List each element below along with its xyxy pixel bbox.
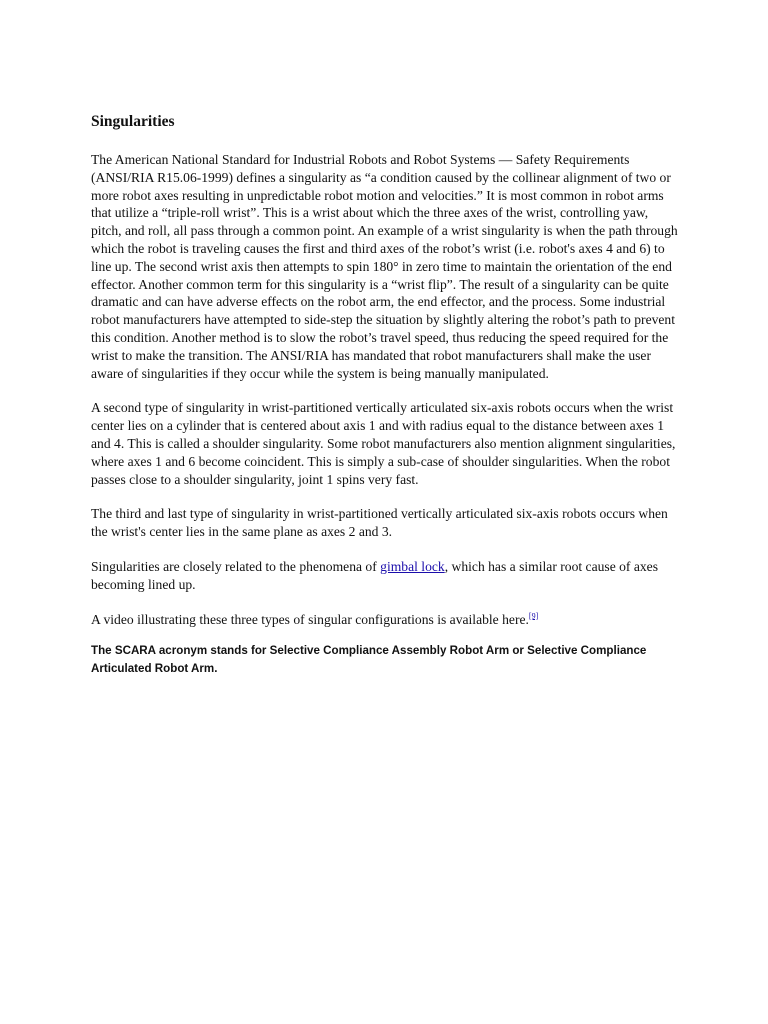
section-heading: Singularities <box>91 113 175 130</box>
gimbal-lock-text-before: Singularities are closely related to the phenomena of <box>91 558 381 574</box>
reference-link[interactable]: [9] <box>528 611 539 620</box>
paragraph-elbow-singularity: The third and last type of singularity in wrist-partitioned vertically articulated six-axis robots occurs when the wrist's center lies in the same plane as axes 2 and 3. <box>91 506 668 540</box>
paragraph-definition: The American National Standard for Industrial Robots and Robot Systems — Safety Requirements (ANSI/RIA R15.06-1999) defines a singularity as “a condition caused by the collinear alignment of two or more robot axes resulting in unpredictable robot motion and velocities.” It is most common in robot arms that utilize a “triple-roll wrist”. This is a wrist about which the three axes of the wrist, controlling yaw, pitch, and roll, all pass through a common point. An example of a wrist singularity is when the path through which the robot is traveling causes the first and third axes of the robot’s wrist (i.e. robot's axes 4 and 6) to line up. The second wrist axis then attempts to spin 180° in zero time to maintain the orientation of the end effector. Another common term for this singularity is a “wrist flip”. The result of a singularity can be quite dramatic and can have adverse effects on the robot arm, the end effector, and the process. Some industrial robot manufacturers have attempted to side-step the situation by slightly altering the robot’s path to prevent this condition. Another method is to slow the robot’s travel speed, thus reducing the speed required for the wrist to make the transition. The ANSI/RIA has mandated that robot manufacturers shall make the user aware of singularities if they occur while the system is being manually manipulated. <box>91 152 678 381</box>
scara-note: The SCARA acronym stands for Selective Compliance Assembly Robot Arm or Selective Compliance Articulated Robot Arm. <box>91 644 647 675</box>
document-body <box>91 112 681 677</box>
paragraph-shoulder-singularity: A second type of singularity in wrist-partitioned vertically articulated six-axis robots occurs when the wrist center lies on a cylinder that is centered about axis 1 and with radius equal to the distance between axes 1 and 4. This is called a shoulder singularity. Some robot manufacturers also mention alignment singularities, where axes 1 and 6 become coincident. This is simply a sub-case of shoulder singularities. When the robot passes close to a shoulder singularity, joint 1 spins very fast. <box>91 400 676 487</box>
gimbal-lock-text-after: , which has a similar root cause of axes becoming lined up. <box>91 558 658 592</box>
paragraph-video <box>91 611 681 629</box>
gimbal-lock-link[interactable]: gimbal lock <box>380 558 445 574</box>
video-text: A video illustrating these three types of singular configurations is available here. <box>91 611 529 627</box>
paragraph-gimbal-lock <box>91 558 681 594</box>
